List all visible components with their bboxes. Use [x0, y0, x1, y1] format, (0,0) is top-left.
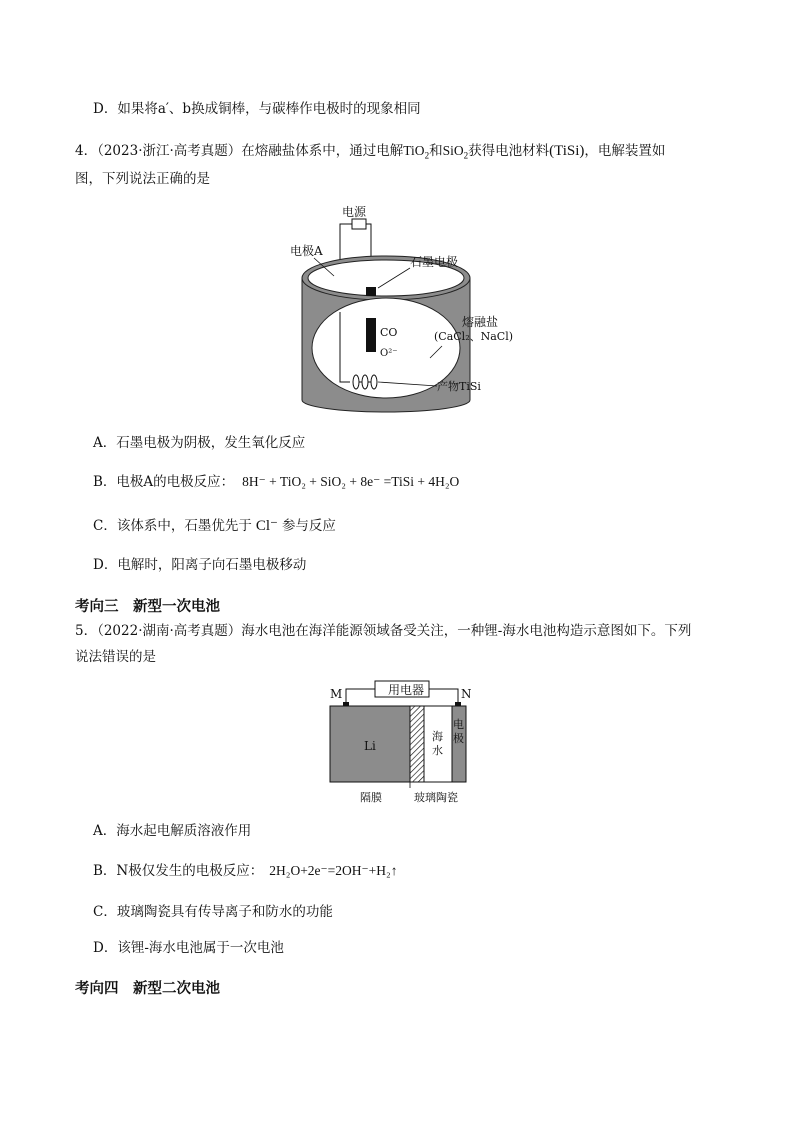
q4-stem-line2: 图，下列说法正确的是: [75, 171, 210, 187]
q4-option-d: D．电解时，阳离子向石墨电极移动: [93, 557, 307, 573]
q4-stem-line1: 4．（2023·浙江·高考真题）在熔融盐体系中，通过电解TiO$_2$和SiO$_2$获得电池材料(TiSi)，电解装置如: [75, 143, 666, 161]
m-label: M: [330, 687, 343, 701]
glass-ceramic-label: 玻璃陶瓷: [414, 791, 458, 804]
tisi-formula: (TiSi): [549, 143, 585, 159]
li-label: Li: [364, 739, 376, 753]
graphite-electrode: [366, 318, 376, 352]
n-label: N: [461, 687, 472, 701]
q5-stem-line1: 5．（2022·湖南·高考真题）海水电池在海洋能源领域备受关注，一种锂-海水电池构造示意图如下。下列: [75, 623, 692, 639]
q4-stem-text: 4．（2023·浙江·高考真题）在熔融盐体系中，通过电解: [75, 143, 404, 159]
molten-salt-label: 熔融盐: [462, 315, 499, 329]
svg-text:电: 电: [453, 718, 464, 731]
sio2-formula: SiO$_2$: [442, 143, 469, 161]
section3-heading: 考向三 新型一次电池: [75, 599, 220, 615]
section4-heading: 考向四 新型二次电池: [75, 981, 220, 997]
salt-composition-label: (CaCl₂、NaCl): [434, 330, 514, 343]
svg-text:水: 水: [432, 744, 443, 757]
q5-option-b: B．N极仅发生的电极反应： 2H₂O+2e⁻=2OH⁻+H₂↑: [93, 863, 398, 879]
q5-option-d: D．该锂-海水电池属于一次电池: [93, 940, 284, 956]
power-source-icon: [352, 219, 366, 229]
q5-option-a: A．海水起电解质溶液作用: [93, 823, 252, 839]
electrolysis-diagram: [250, 200, 560, 415]
separator-label: 隔膜: [360, 791, 382, 804]
q4-option-b: B．电极A的电极反应： 8H⁻ + TiO₂ + SiO₂ + 8e⁻ =TiSi + 4H₂O: [93, 474, 460, 490]
q5-option-b-formula: 2H₂O+2e⁻=2OH⁻+H₂↑: [269, 863, 398, 878]
q4-option-b-formula: 8H⁻ + TiO₂ + SiO₂ + 8e⁻ =TiSi + 4H₂O: [242, 474, 460, 489]
separator: [410, 706, 424, 782]
svg-text:极: 极: [453, 732, 464, 745]
o2-label: O²⁻: [380, 348, 398, 359]
product-label: 产物TiSi: [437, 380, 481, 393]
q4-option-a: A．石墨电极为阴极，发生氧化反应: [93, 435, 306, 451]
q4-option-c: C．该体系中，石墨优先于 Cl⁻ 参与反应: [93, 518, 336, 534]
appliance-label: 用电器: [388, 683, 425, 697]
co-label: CO: [380, 326, 398, 339]
cl-ion-formula: Cl⁻: [255, 518, 278, 534]
tio2-formula: TiO$_2$: [403, 143, 430, 161]
q5-stem-line2: 说法错误的是: [75, 649, 156, 665]
graphite-label: 石墨电极: [410, 255, 459, 269]
q5-option-c: C．玻璃陶瓷具有传导离子和防水的功能: [93, 904, 333, 920]
electrode-a-label: 电极A: [290, 244, 323, 258]
li-seawater-battery-diagram: [318, 678, 478, 808]
svg-text:海: 海: [432, 730, 443, 743]
q3-option-d: D．如果将a′、b换成铜棒，与碳棒作电极时的现象相同: [93, 101, 421, 117]
power-label: 电源: [342, 205, 367, 219]
